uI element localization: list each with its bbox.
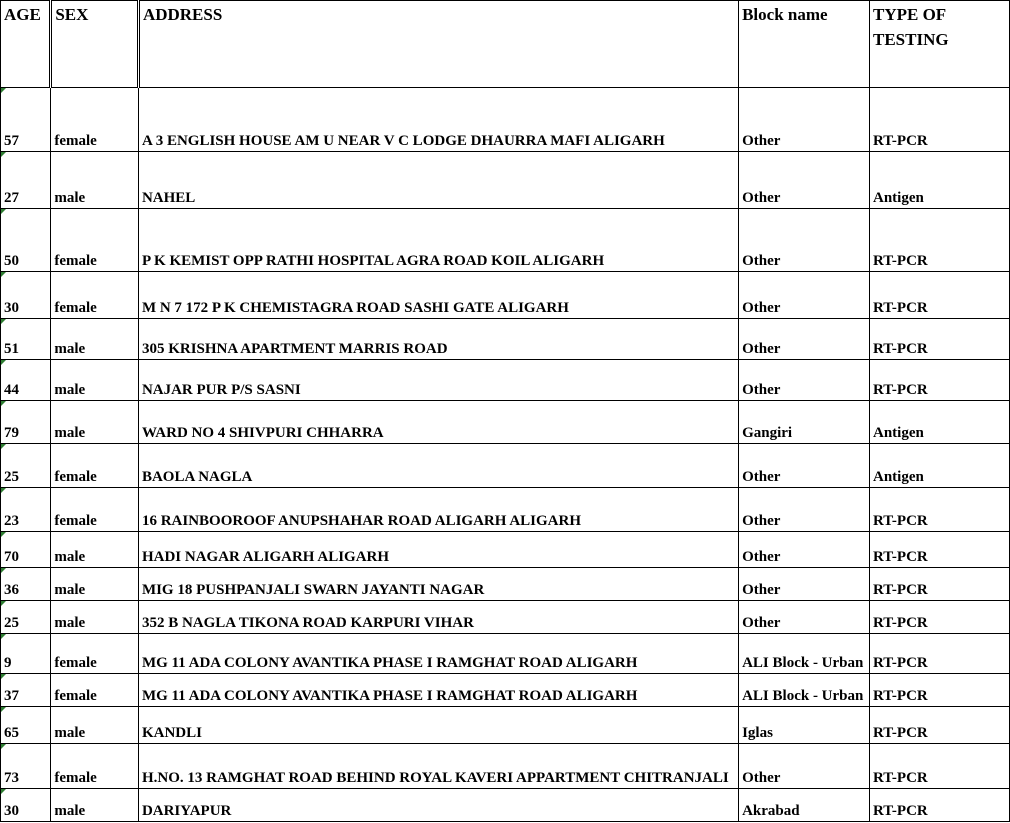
cell-address[interactable]: M N 7 172 P K CHEMISTAGRA ROAD SASHI GATE ALIGARH	[138, 272, 738, 319]
cell-age[interactable]: 30	[1, 272, 51, 319]
table-row	[1, 532, 1010, 568]
cell-block-name[interactable]: ALI Block - Urban	[739, 674, 870, 707]
cell-age[interactable]: 27	[1, 152, 51, 209]
cell-sex[interactable]: male	[51, 360, 139, 401]
cell-address[interactable]: DARIYAPUR	[138, 789, 738, 822]
cell-type-of-testing[interactable]: RT-PCR	[870, 532, 1010, 568]
cell-block-name[interactable]: Other	[739, 209, 870, 272]
cell-sex[interactable]: male	[51, 789, 139, 822]
cell-type-of-testing[interactable]: Antigen	[870, 444, 1010, 488]
cell-age[interactable]: 44	[1, 360, 51, 401]
table-row	[1, 789, 1010, 822]
cell-age[interactable]: 25	[1, 444, 51, 488]
table-row	[1, 401, 1010, 444]
cell-sex[interactable]: male	[51, 152, 139, 209]
cell-age[interactable]: 30	[1, 789, 51, 822]
cell-type-of-testing[interactable]: RT-PCR	[870, 789, 1010, 822]
cell-sex[interactable]: male	[51, 707, 139, 744]
cell-type-of-testing[interactable]: RT-PCR	[870, 674, 1010, 707]
table-row	[1, 674, 1010, 707]
cell-sex[interactable]: female	[51, 674, 139, 707]
cell-address[interactable]: 16 RAINBOOROOF ANUPSHAHAR ROAD ALIGARH ALIGARH	[138, 488, 738, 532]
cell-address[interactable]: BAOLA NAGLA	[138, 444, 738, 488]
table-row	[1, 488, 1010, 532]
cell-type-of-testing[interactable]: RT-PCR	[870, 209, 1010, 272]
cell-sex[interactable]: female	[51, 272, 139, 319]
cell-age[interactable]: 36	[1, 568, 51, 601]
cell-sex[interactable]: female	[51, 209, 139, 272]
table-row	[1, 272, 1010, 319]
cell-type-of-testing[interactable]: RT-PCR	[870, 568, 1010, 601]
cell-type-of-testing[interactable]: RT-PCR	[870, 319, 1010, 360]
cell-type-of-testing[interactable]: RT-PCR	[870, 707, 1010, 744]
cell-sex[interactable]: male	[51, 532, 139, 568]
cell-sex[interactable]: female	[51, 444, 139, 488]
header-block-name[interactable]: Block name	[739, 1, 870, 88]
cell-address[interactable]: 305 KRISHNA APARTMENT MARRIS ROAD	[138, 319, 738, 360]
table-row	[1, 744, 1010, 789]
cell-type-of-testing[interactable]: RT-PCR	[870, 488, 1010, 532]
cell-block-name[interactable]: Other	[739, 272, 870, 319]
cell-block-name[interactable]: Other	[739, 568, 870, 601]
cell-block-name[interactable]: Other	[739, 319, 870, 360]
cell-sex[interactable]: female	[51, 88, 139, 152]
header-type-of-testing[interactable]: TYPE OF TESTING	[870, 1, 1010, 88]
cell-age[interactable]: 51	[1, 319, 51, 360]
header-age[interactable]: AGE	[1, 1, 51, 88]
cell-age[interactable]: 73	[1, 744, 51, 789]
cell-block-name[interactable]: Other	[739, 744, 870, 789]
cell-address[interactable]: HADI NAGAR ALIGARH ALIGARH	[138, 532, 738, 568]
cell-address[interactable]: 352 B NAGLA TIKONA ROAD KARPURI VIHAR	[138, 601, 738, 634]
cell-block-name[interactable]: Iglas	[739, 707, 870, 744]
table-row	[1, 88, 1010, 152]
table-row	[1, 444, 1010, 488]
cell-block-name[interactable]: ALI Block - Urban	[739, 634, 870, 674]
table-row	[1, 209, 1010, 272]
cell-block-name[interactable]: Other	[739, 360, 870, 401]
cell-address[interactable]: H.NO. 13 RAMGHAT ROAD BEHIND ROYAL KAVERI APPARTMENT CHITRANJALI	[138, 744, 738, 789]
table-body	[1, 88, 1010, 822]
cell-sex[interactable]: male	[51, 568, 139, 601]
cell-age[interactable]: 50	[1, 209, 51, 272]
cell-age[interactable]: 37	[1, 674, 51, 707]
table-row	[1, 360, 1010, 401]
cell-type-of-testing[interactable]: Antigen	[870, 401, 1010, 444]
cell-block-name[interactable]: Akrabad	[739, 789, 870, 822]
cell-address[interactable]: P K KEMIST OPP RATHI HOSPITAL AGRA ROAD KOIL ALIGARH	[138, 209, 738, 272]
cell-block-name[interactable]: Other	[739, 152, 870, 209]
cell-sex[interactable]: female	[51, 488, 139, 532]
cell-address[interactable]: MG 11 ADA COLONY AVANTIKA PHASE I RAMGHAT ROAD ALIGARH	[138, 634, 738, 674]
cell-block-name[interactable]: Other	[739, 488, 870, 532]
header-row	[1, 1, 1010, 88]
cell-block-name[interactable]: Other	[739, 88, 870, 152]
header-address[interactable]: ADDRESS	[138, 1, 738, 88]
cell-type-of-testing[interactable]: Antigen	[870, 152, 1010, 209]
cell-block-name[interactable]: Gangiri	[739, 401, 870, 444]
cell-block-name[interactable]: Other	[739, 444, 870, 488]
cell-age[interactable]: 70	[1, 532, 51, 568]
cell-sex[interactable]: male	[51, 401, 139, 444]
table-row	[1, 568, 1010, 601]
cell-sex[interactable]: male	[51, 319, 139, 360]
table-row	[1, 152, 1010, 209]
cell-block-name[interactable]: Other	[739, 601, 870, 634]
cell-address[interactable]: MG 11 ADA COLONY AVANTIKA PHASE I RAMGHAT ROAD ALIGARH	[138, 674, 738, 707]
cell-age[interactable]: 57	[1, 88, 51, 152]
cell-address[interactable]: A 3 ENGLISH HOUSE AM U NEAR V C LODGE DHAURRA MAFI ALIGARH	[138, 88, 738, 152]
cell-type-of-testing[interactable]: RT-PCR	[870, 634, 1010, 674]
table-row	[1, 601, 1010, 634]
header-sex[interactable]: SEX	[51, 1, 139, 88]
cell-age[interactable]: 9	[1, 634, 51, 674]
cell-block-name[interactable]: Other	[739, 532, 870, 568]
cell-address[interactable]: NAHEL	[138, 152, 738, 209]
cell-age[interactable]: 23	[1, 488, 51, 532]
cell-type-of-testing[interactable]: RT-PCR	[870, 360, 1010, 401]
cell-sex[interactable]: female	[51, 744, 139, 789]
cell-type-of-testing[interactable]: RT-PCR	[870, 744, 1010, 789]
cell-address[interactable]: MIG 18 PUSHPANJALI SWARN JAYANTI NAGAR	[138, 568, 738, 601]
cell-age[interactable]: 25	[1, 601, 51, 634]
cell-age[interactable]: 65	[1, 707, 51, 744]
table-row	[1, 707, 1010, 744]
table-row	[1, 634, 1010, 674]
cell-type-of-testing[interactable]: RT-PCR	[870, 88, 1010, 152]
cell-type-of-testing[interactable]: RT-PCR	[870, 272, 1010, 319]
cell-address[interactable]: KANDLI	[138, 707, 738, 744]
cell-sex[interactable]: female	[51, 634, 139, 674]
table-row	[1, 319, 1010, 360]
cell-address[interactable]: NAJAR PUR P/S SASNI	[138, 360, 738, 401]
cell-sex[interactable]: male	[51, 601, 139, 634]
cell-age[interactable]: 79	[1, 401, 51, 444]
cell-address[interactable]: WARD NO 4 SHIVPURI CHHARRA	[138, 401, 738, 444]
cell-type-of-testing[interactable]: RT-PCR	[870, 601, 1010, 634]
